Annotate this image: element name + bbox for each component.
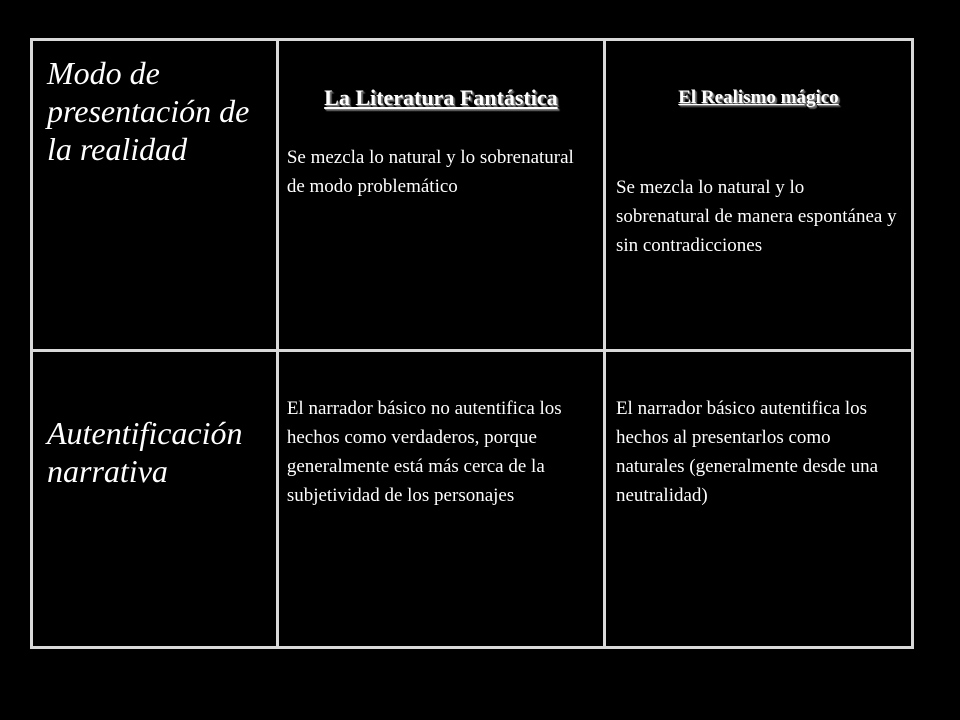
cell-realismo-autentificacion	[604, 351, 912, 648]
cell-text: El narrador básico no autentifica los hechos como verdaderos, porque generalmente está más cerca de la subjetividad de los personajes	[286, 398, 562, 506]
cell-fantastica-autentificacion	[277, 351, 604, 648]
column-header-fantastica: La Literatura Fantástica	[324, 85, 558, 110]
cell-text: Se mezcla lo natural y lo sobrenatural de modo problemático	[286, 147, 574, 197]
row-label-autentificacion	[32, 351, 278, 648]
row-label-text: Modo de presentación de la realidad	[47, 55, 250, 167]
cell-text: Se mezcla lo natural y lo sobrenatural de manera espontánea y sin contradicciones	[615, 177, 897, 256]
comparison-table	[30, 38, 914, 649]
cell-text: El narrador básico autentifica los hechos al presentarlos como naturales (generalmente desde una neutralidad)	[615, 398, 879, 506]
row-label-text: Autentificación narrativa	[47, 415, 243, 489]
row-label-presentacion	[32, 40, 278, 351]
table-row	[32, 351, 913, 648]
table-row	[32, 40, 913, 351]
cell-realismo-presentacion	[604, 40, 912, 351]
column-header-realismo: El Realismo mágico	[678, 87, 839, 108]
cell-fantastica-presentacion	[277, 40, 604, 351]
